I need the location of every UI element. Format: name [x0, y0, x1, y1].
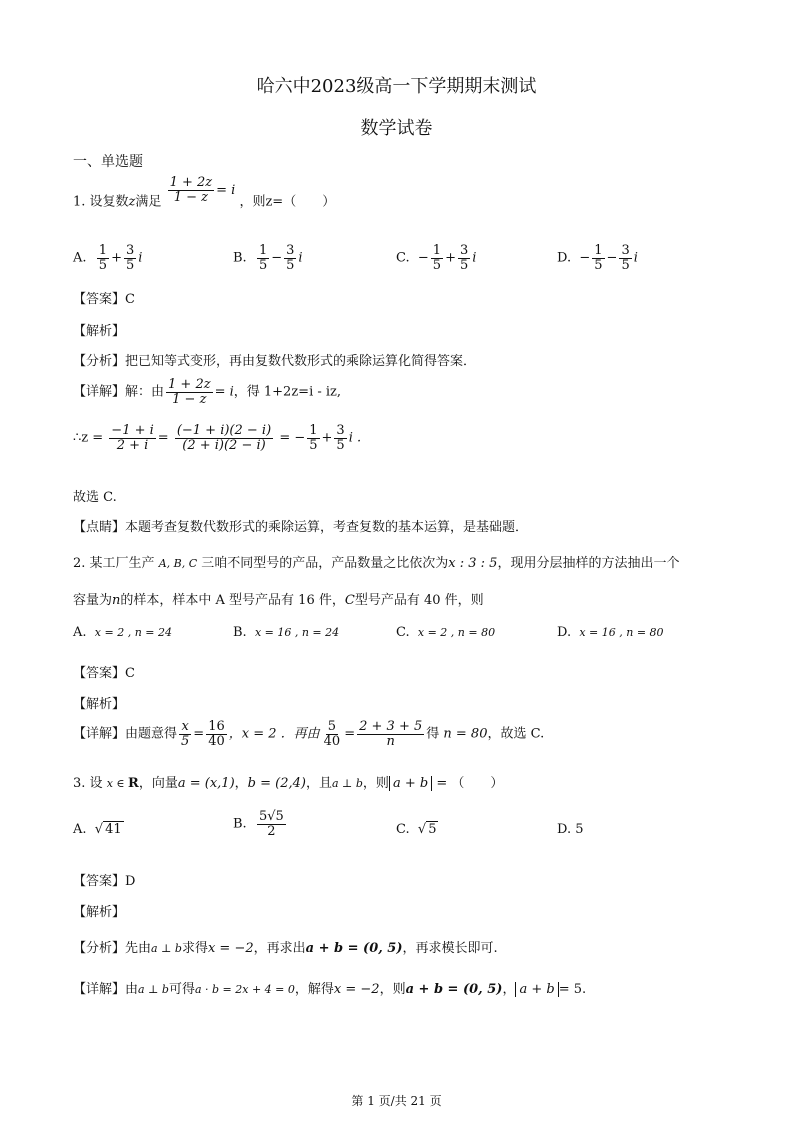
q1-d-frac1-num: −1 + i	[111, 423, 154, 438]
q1-eq-rhs: = i	[216, 182, 236, 198]
section-heading: 一、单选题	[73, 154, 143, 170]
q1-fraction	[168, 176, 215, 204]
q2-line2-n: n	[112, 593, 121, 608]
q1-d-frac2-den: (2 + i)(2 − i)	[182, 437, 266, 453]
q3-option-d-label: D.	[557, 822, 572, 837]
q1-var-z: z	[128, 194, 136, 210]
q1-option-c-op: +	[445, 250, 456, 266]
q3-option-a-val: 41	[105, 822, 122, 837]
q1-xiangjie-frac-num: 1 + 2z	[168, 377, 211, 392]
q2-line2-mid: 的样本，样本中 A 型号产品有 16 件，	[120, 593, 345, 608]
q3-stem-mid2: ，且	[305, 776, 332, 791]
q1-option-a-label: A.	[73, 250, 87, 266]
q3-option-b-num: 5√5	[258, 809, 284, 824]
q1-option-c-num2: 3	[459, 243, 469, 258]
q1-option-a-num1: 1	[98, 243, 108, 258]
q3-option-a-label: A.	[73, 822, 87, 837]
q3-stem-end: = （ ）	[436, 776, 504, 791]
q2-frac1-num: x	[181, 719, 189, 734]
q2-frac4	[357, 720, 424, 748]
q3-option-c-label: C.	[396, 822, 410, 837]
q3-option-b-frac	[257, 810, 286, 838]
q1-option-d-sign: −	[579, 250, 591, 266]
q3-stem-a: a = (x,1)	[177, 776, 235, 791]
q1-d-frac4: $\frac{3}{5}$	[336, 423, 345, 453]
q1-option-a-num2: 3	[125, 243, 135, 258]
q2-option-d-text: x = 16 , n = 80	[579, 626, 664, 639]
q1-option-d-frac2	[619, 244, 631, 272]
q1-d-end: i .	[348, 430, 362, 446]
q2-option-d-label: D.	[557, 625, 572, 640]
q2-answer: 【答案】C	[73, 666, 135, 681]
q1-option-b: B. $\frac{1}{5}$ − $\frac{3}{5}$ i	[233, 243, 303, 273]
q2-stem-line2	[73, 589, 484, 608]
q1-option-c-sign: −	[417, 250, 429, 266]
q1-option-a-den1: 5	[98, 257, 108, 273]
q3-xiangjie-end: = 5.	[558, 982, 587, 997]
q2-eq: =	[193, 726, 205, 742]
q2-frac2-num: 16	[208, 719, 225, 734]
q2-de: 得	[426, 726, 440, 742]
q2-line1-ratio: x : 3 : 5	[448, 556, 498, 571]
q1-option-b-label: B.	[233, 250, 247, 266]
q2-option-a-label: A.	[73, 625, 87, 640]
q1-option-a-frac1	[97, 244, 109, 272]
q1-option-c-frac2	[458, 244, 470, 272]
q3-fenxi-ab: a + b = (0, 5)	[305, 941, 403, 956]
q2-end: ，故选 C.	[487, 726, 545, 742]
q3-option-c: C. √ 5	[396, 822, 437, 837]
q1-option-d-den1: 5	[594, 257, 603, 273]
q3-xiangjie-mid2: ，解得	[294, 982, 334, 997]
q3-fenxi-prefix: 【分析】先由	[73, 941, 152, 956]
q1-option-d-num2: 3	[621, 243, 630, 258]
q2-frac4-den: n	[386, 733, 395, 749]
q3-xiangjie-mid3: ，则	[379, 982, 406, 997]
q1-d-frac3: $\frac{1}{5}$	[309, 423, 318, 453]
q1-fenxi: 【分析】把已知等式变形，再由复数代数形式的乘除运算化简得答案．	[73, 354, 477, 369]
q2-option-a-text: x = 2 , n = 24	[94, 626, 172, 639]
q3-fenxi	[73, 937, 498, 956]
q2-line2-suffix: 型号产品有 40 件，则	[354, 593, 484, 608]
page-footer: 第 1 页/共 21 页	[351, 1094, 442, 1108]
q1-d-frac2-num: (−1 + i)(2 − i)	[176, 423, 272, 438]
q3-stem-r: R	[128, 776, 139, 791]
q1-option-a: A. $\frac{1}{5}$ + $\frac{3}{5}$ i	[73, 243, 143, 273]
q1-option-d-den2: 5	[621, 257, 630, 273]
q2-option-b	[233, 625, 339, 640]
q1-stem-mid: 满足	[135, 194, 162, 210]
q2-stem-line1	[73, 552, 679, 571]
q2-xiangjie: 【详解】由题意得 $\frac{x}{5}$ = $\frac{16}{40}$ ，x = 2 ．再由 $\frac{5}{40}$ = $\frac{2 + 3 + 5}{n}$ 得 n = 80，故选 C.	[73, 719, 545, 749]
q2-frac2-den: 40	[208, 733, 225, 749]
q2-line1-prefix: 2. 某工厂生产	[73, 556, 155, 571]
q3-answer: 【答案】D	[73, 874, 136, 889]
q3-xiangjie-ab: a + b = (0, 5)	[405, 982, 503, 997]
q1-stem-prefix: 1. 设复数	[73, 194, 129, 210]
q1-frac-num: 1 + 2z	[169, 175, 213, 190]
q1-option-a-op: +	[111, 250, 122, 266]
q1-dianjing: 【点睛】本题考查复数代数形式的乘除运算，考查复数的基本运算，是基础题．	[73, 520, 529, 535]
q1-option-c-den2: 5	[459, 257, 469, 273]
q1-option-c-frac1	[431, 244, 443, 272]
q1-xiangjie	[73, 378, 341, 406]
q1-answer: 【答案】C	[73, 292, 135, 307]
q1-option-c: C. − $\frac{1}{5}$ + $\frac{3}{5}$ i	[396, 243, 477, 273]
q1-stem-suffix: ，则z=（ ）	[239, 194, 336, 210]
q2-line1-mid: 三咱不同型号的产品，产品数量之比依次为	[201, 556, 449, 571]
q2-option-c	[396, 625, 495, 640]
q1-xiangjie-eq: = i	[214, 384, 234, 400]
q1-d-frac2	[175, 424, 273, 452]
q2-line1-suffix: ，现用分层抽样的方法抽出一个	[497, 556, 680, 571]
q2-line1-abc: A, B, C	[158, 557, 198, 570]
q1-xiangjie-frac-den: 1 − z	[172, 391, 207, 407]
q1-option-c-num1: 1	[432, 243, 442, 258]
q1-option-b-num2: 3	[286, 243, 295, 258]
q2-frac3-num: 5	[327, 719, 337, 734]
q3-jiexi: 【解析】	[73, 905, 126, 920]
q3-stem-b: b = (2,4)	[247, 776, 306, 791]
q1-option-b-op: −	[271, 250, 283, 266]
q2-option-d	[557, 625, 664, 640]
q1-frac-den: 1 − z	[173, 189, 208, 205]
q1-option-d: D. − $\frac{1}{5}$ − $\frac{3}{5}$ i	[557, 243, 638, 273]
q2-x-eq: ，x = 2 ．再由	[228, 726, 320, 742]
q3-fenxi-x: x = −2	[207, 941, 254, 956]
q3-fenxi-mid1: 求得	[181, 941, 208, 956]
q3-option-b	[233, 810, 288, 838]
q1-guxuan: 故选 C.	[73, 490, 117, 505]
q1-derivation-prefix: ∴z =	[73, 430, 104, 446]
q1-option-a-frac2	[124, 244, 136, 272]
q3-option-b-label: B.	[233, 816, 247, 832]
q2-frac1-den: 5	[181, 733, 190, 749]
q2-option-b-text: x = 16 , n = 24	[254, 626, 340, 639]
q1-jiexi: 【解析】	[73, 324, 126, 339]
q1-d-frac1-den: 2 + i	[116, 437, 149, 453]
q3-xiangjie: 【详解】由a ⊥ b可得a · b = 2x + 4 = 0，解得x = −2，则a + b = (0, 5)， a + b = 5.	[73, 982, 587, 997]
q1-d-tail: = −	[279, 430, 306, 446]
q1-option-a-den2: 5	[125, 257, 135, 273]
q1-option-b-frac2	[284, 244, 296, 272]
q3-stem-mid3: ，则	[362, 776, 389, 791]
q3-option-c-val: 5	[428, 822, 437, 837]
q1-option-d-label: D.	[557, 250, 572, 266]
q3-fenxi-perp: a ⊥ b	[151, 942, 182, 955]
q3-option-d-val: 5	[575, 822, 584, 837]
q1-xiangjie-mid: ，得 1+2z=i - iz,	[233, 384, 342, 400]
q3-xiangjie-norm: a + b	[515, 982, 558, 997]
q1-option-d-num1: 1	[594, 243, 603, 258]
q1-option-d-frac1	[592, 244, 604, 272]
q3-fenxi-end: ，再求模长即可.	[402, 941, 498, 956]
q3-stem-prefix: 3. 设	[73, 776, 103, 791]
q3-xiangjie-x: x = −2	[333, 982, 380, 997]
q2-jiexi: 【解析】	[73, 697, 126, 712]
q1-option-d-op: −	[606, 250, 618, 266]
q3-norm: a + b	[389, 776, 432, 791]
q3-stem: 3. 设 x ∈ R，向量a = (x,1)，b = (2,4)，且a ⊥ b，则 a + b = （ ）	[73, 776, 504, 791]
q3-stem-x: x ∈	[106, 777, 129, 790]
q1-option-b-den1: 5	[258, 257, 268, 273]
q2-frac3	[322, 720, 343, 748]
q1-option-b-num1: 1	[258, 243, 268, 258]
q1-derivation: ∴z = $\frac{-1 + i}{2 + i}$ = $\frac{(-1 + i)(2 - i)}{(2 + i)(2 - i)}$ = − $\frac{1}{5}$ + $\frac{3}{5}$ i .	[73, 423, 362, 453]
q2-xiangjie-prefix: 【详解】由题意得	[73, 726, 178, 742]
exam-subtitle: 数学试卷	[360, 118, 433, 139]
q2-frac1	[179, 720, 191, 748]
q1-stem	[73, 175, 336, 216]
q3-stem-perp: a ⊥ b	[331, 777, 363, 790]
q1-option-c-label: C.	[396, 250, 410, 266]
q3-option-a: A. √ 41	[73, 822, 122, 837]
q3-fenxi-mid2: ，再求出	[253, 941, 306, 956]
q2-frac4-num: 2 + 3 + 5	[359, 719, 423, 734]
q3-option-d	[557, 822, 584, 837]
q2-option-a	[73, 625, 172, 640]
exam-title: 哈六中2023级高一下学期期末测试	[256, 76, 537, 97]
q2-option-c-label: C.	[396, 625, 410, 640]
q1-option-b-frac1	[257, 244, 269, 272]
q3-xiangjie-mid1: 可得	[168, 982, 195, 997]
q1-d-frac1	[109, 424, 155, 452]
q3-xiangjie-perp: a ⊥ b	[138, 983, 169, 996]
q2-line2-c: C	[344, 593, 355, 608]
q2-option-c-text: x = 2 , n = 80	[417, 626, 496, 639]
q1-xiangjie-prefix: 【详解】解：由	[73, 384, 165, 400]
q3-xiangjie-prefix: 【详解】由	[73, 982, 139, 997]
q2-option-b-label: B.	[233, 625, 247, 640]
q3-xiangjie-dot: a · b = 2x + 4 = 0	[194, 983, 295, 996]
q2-frac3-den: 40	[323, 733, 341, 749]
q1-option-c-den1: 5	[432, 257, 442, 273]
q2-line2-prefix: 容量为	[73, 593, 113, 608]
q1-option-b-den2: 5	[286, 257, 295, 273]
q3-option-b-den: 2	[267, 823, 276, 839]
q3-stem-mid1: ，向量	[138, 776, 178, 791]
q2-n-eq: n = 80	[443, 726, 488, 742]
q1-xiangjie-frac	[166, 378, 213, 406]
q2-frac2	[206, 720, 227, 748]
